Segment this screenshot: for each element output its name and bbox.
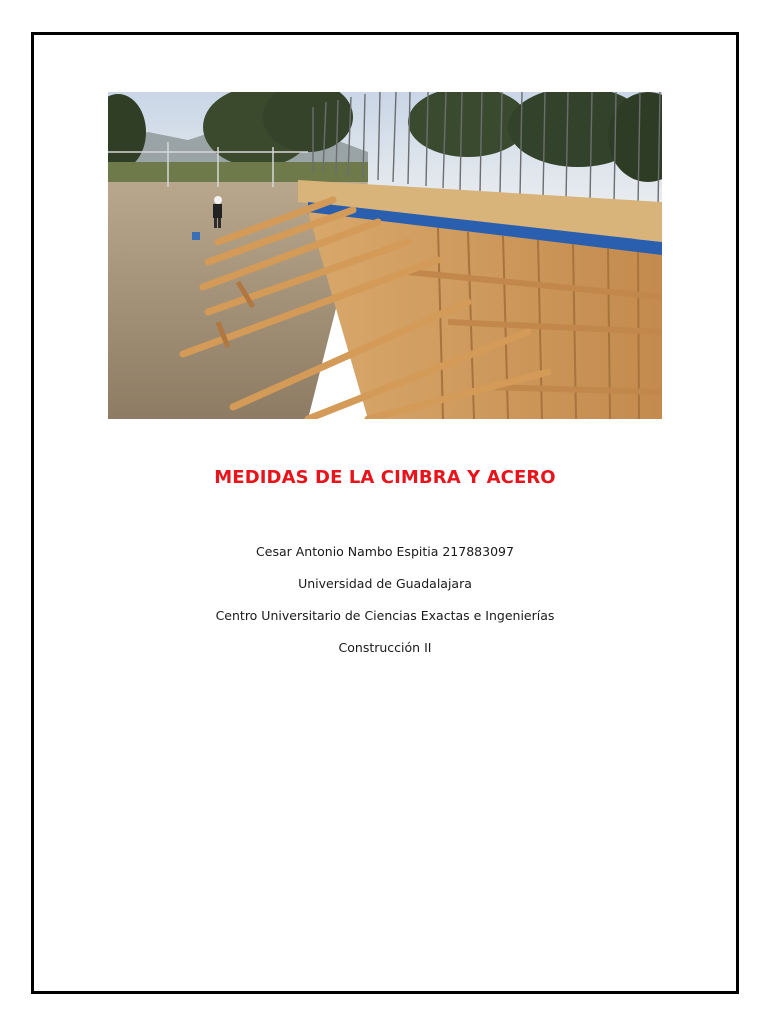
- document-title: MEDIDAS DE LA CIMBRA Y ACERO: [214, 467, 556, 488]
- author-info-block: [34, 542, 736, 670]
- course-name: Construcción II: [338, 640, 432, 655]
- cover-photo-formwork: [108, 92, 662, 419]
- university-center: Centro Universitario de Ciencias Exactas e Ingenierías: [215, 608, 555, 623]
- page-frame: [31, 32, 739, 994]
- university-name: Universidad de Guadalajara: [298, 576, 472, 591]
- formwork-photo-illustration: [108, 92, 662, 419]
- author-name-id: Cesar Antonio Nambo Espitia 217883097: [256, 544, 514, 559]
